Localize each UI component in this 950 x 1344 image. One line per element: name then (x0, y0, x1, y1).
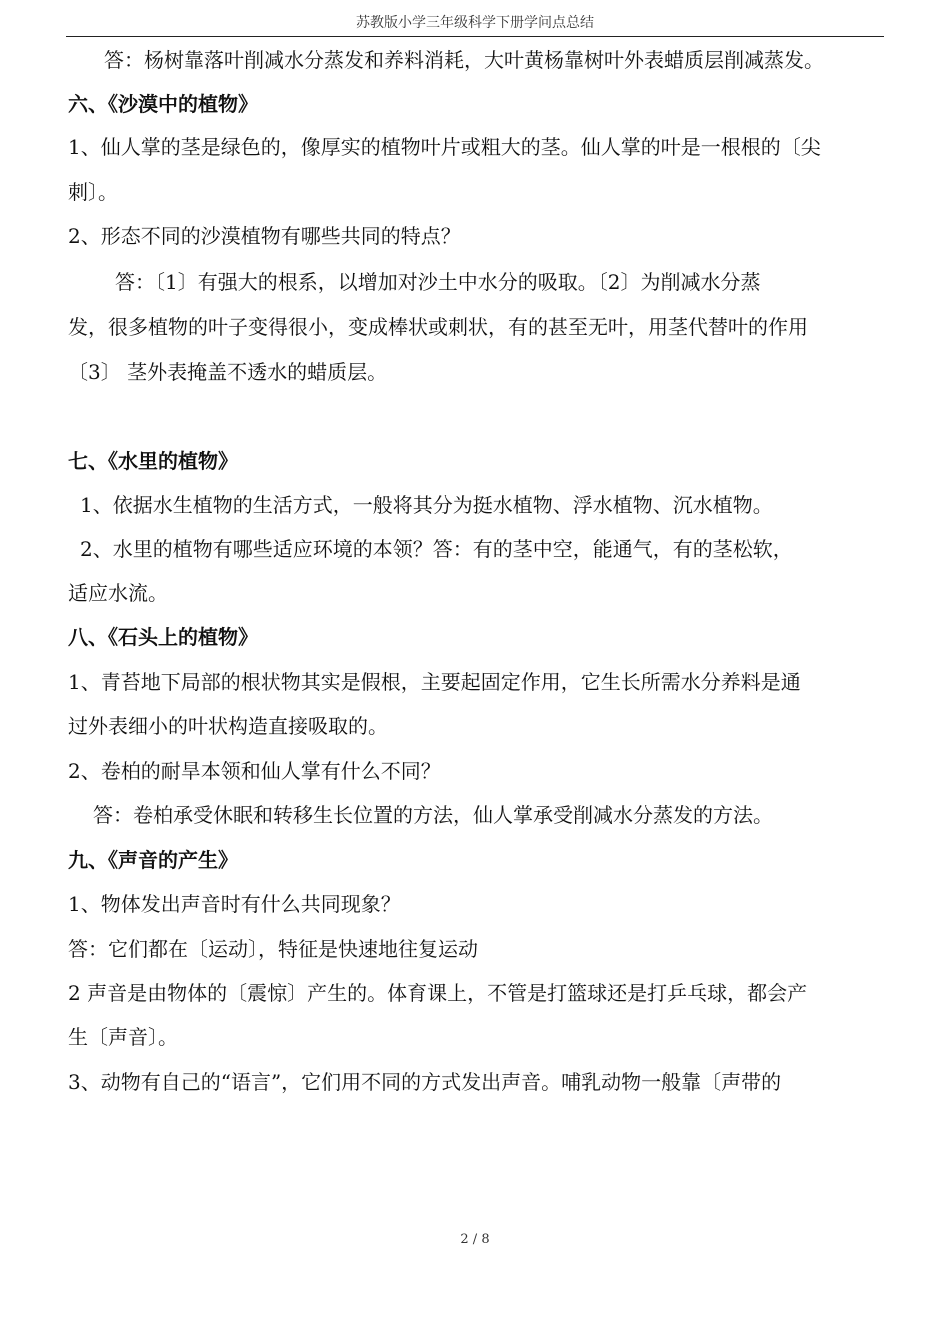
answer-line: 答：〔1〕有强大的根系，以增加对沙土中水分的吸取。〔2〕为削减水分蒸 (115, 270, 761, 294)
text-line: 1、青苔地下局部的根状物其实是假根，主要起固定作用，它生长所需水分养料是通 (68, 670, 801, 694)
question-line: 1、物体发出声音时有什么共同现象？ (68, 892, 401, 916)
page-number: 2 / 8 (460, 1232, 490, 1247)
section-heading-7: 七、《水里的植物》 (68, 449, 238, 473)
question-line: 2、卷柏的耐旱本领和仙人掌有什么不同？ (68, 759, 441, 783)
text-line: 〔3〕 茎外表掩盖不透水的蜡质层。 (68, 360, 388, 384)
text-line: 2 声音是由物体的〔震惊〕产生的。体育课上，不管是打篮球还是打乒乓球，都会产 (68, 981, 808, 1005)
answer-line: 答：杨树靠落叶削减水分蒸发和养料消耗，大叶黄杨靠树叶外表蜡质层削减蒸发。 (104, 48, 824, 72)
text-line: 刺〕。 (68, 180, 118, 204)
header-rule (66, 36, 884, 37)
text-line: 3、动物有自己的“语言”，它们用不同的方式发出声音。哺乳动物一般靠〔声带的 (68, 1070, 782, 1094)
text-line: 生〔声音〕。 (68, 1025, 178, 1049)
text-line: 2、水里的植物有哪些适应环境的本领？答：有的茎中空，能通气，有的茎松软， (80, 537, 793, 561)
answer-line: 答：卷柏承受休眠和转移生长位置的方法，仙人掌承受削减水分蒸发的方法。 (93, 803, 773, 827)
text-line: 1、依据水生植物的生活方式，一般将其分为挺水植物、浮水植物、沉水植物。 (80, 493, 773, 517)
text-line: 发，很多植物的叶子变得很小，变成棒状或刺状，有的甚至无叶，用茎代替叶的作用 (68, 315, 808, 339)
question-line: 2、形态不同的沙漠植物有哪些共同的特点？ (68, 224, 461, 248)
text-line: 过外表细小的叶状构造直接吸取的。 (68, 714, 388, 738)
section-heading-6: 六、《沙漠中的植物》 (68, 92, 258, 116)
page-header: 苏教版小学三年级科学下册学问点总结 (356, 15, 594, 31)
section-heading-8: 八、《石头上的植物》 (68, 625, 258, 649)
section-heading-9: 九、《声音的产生》 (68, 848, 238, 872)
answer-line: 答：它们都在〔运动〕，特征是快速地往复运动 (68, 937, 478, 961)
text-line: 1、仙人掌的茎是绿色的，像厚实的植物叶片或粗大的茎。仙人掌的叶是一根根的〔尖 (68, 135, 821, 159)
text-line: 适应水流。 (68, 581, 168, 605)
